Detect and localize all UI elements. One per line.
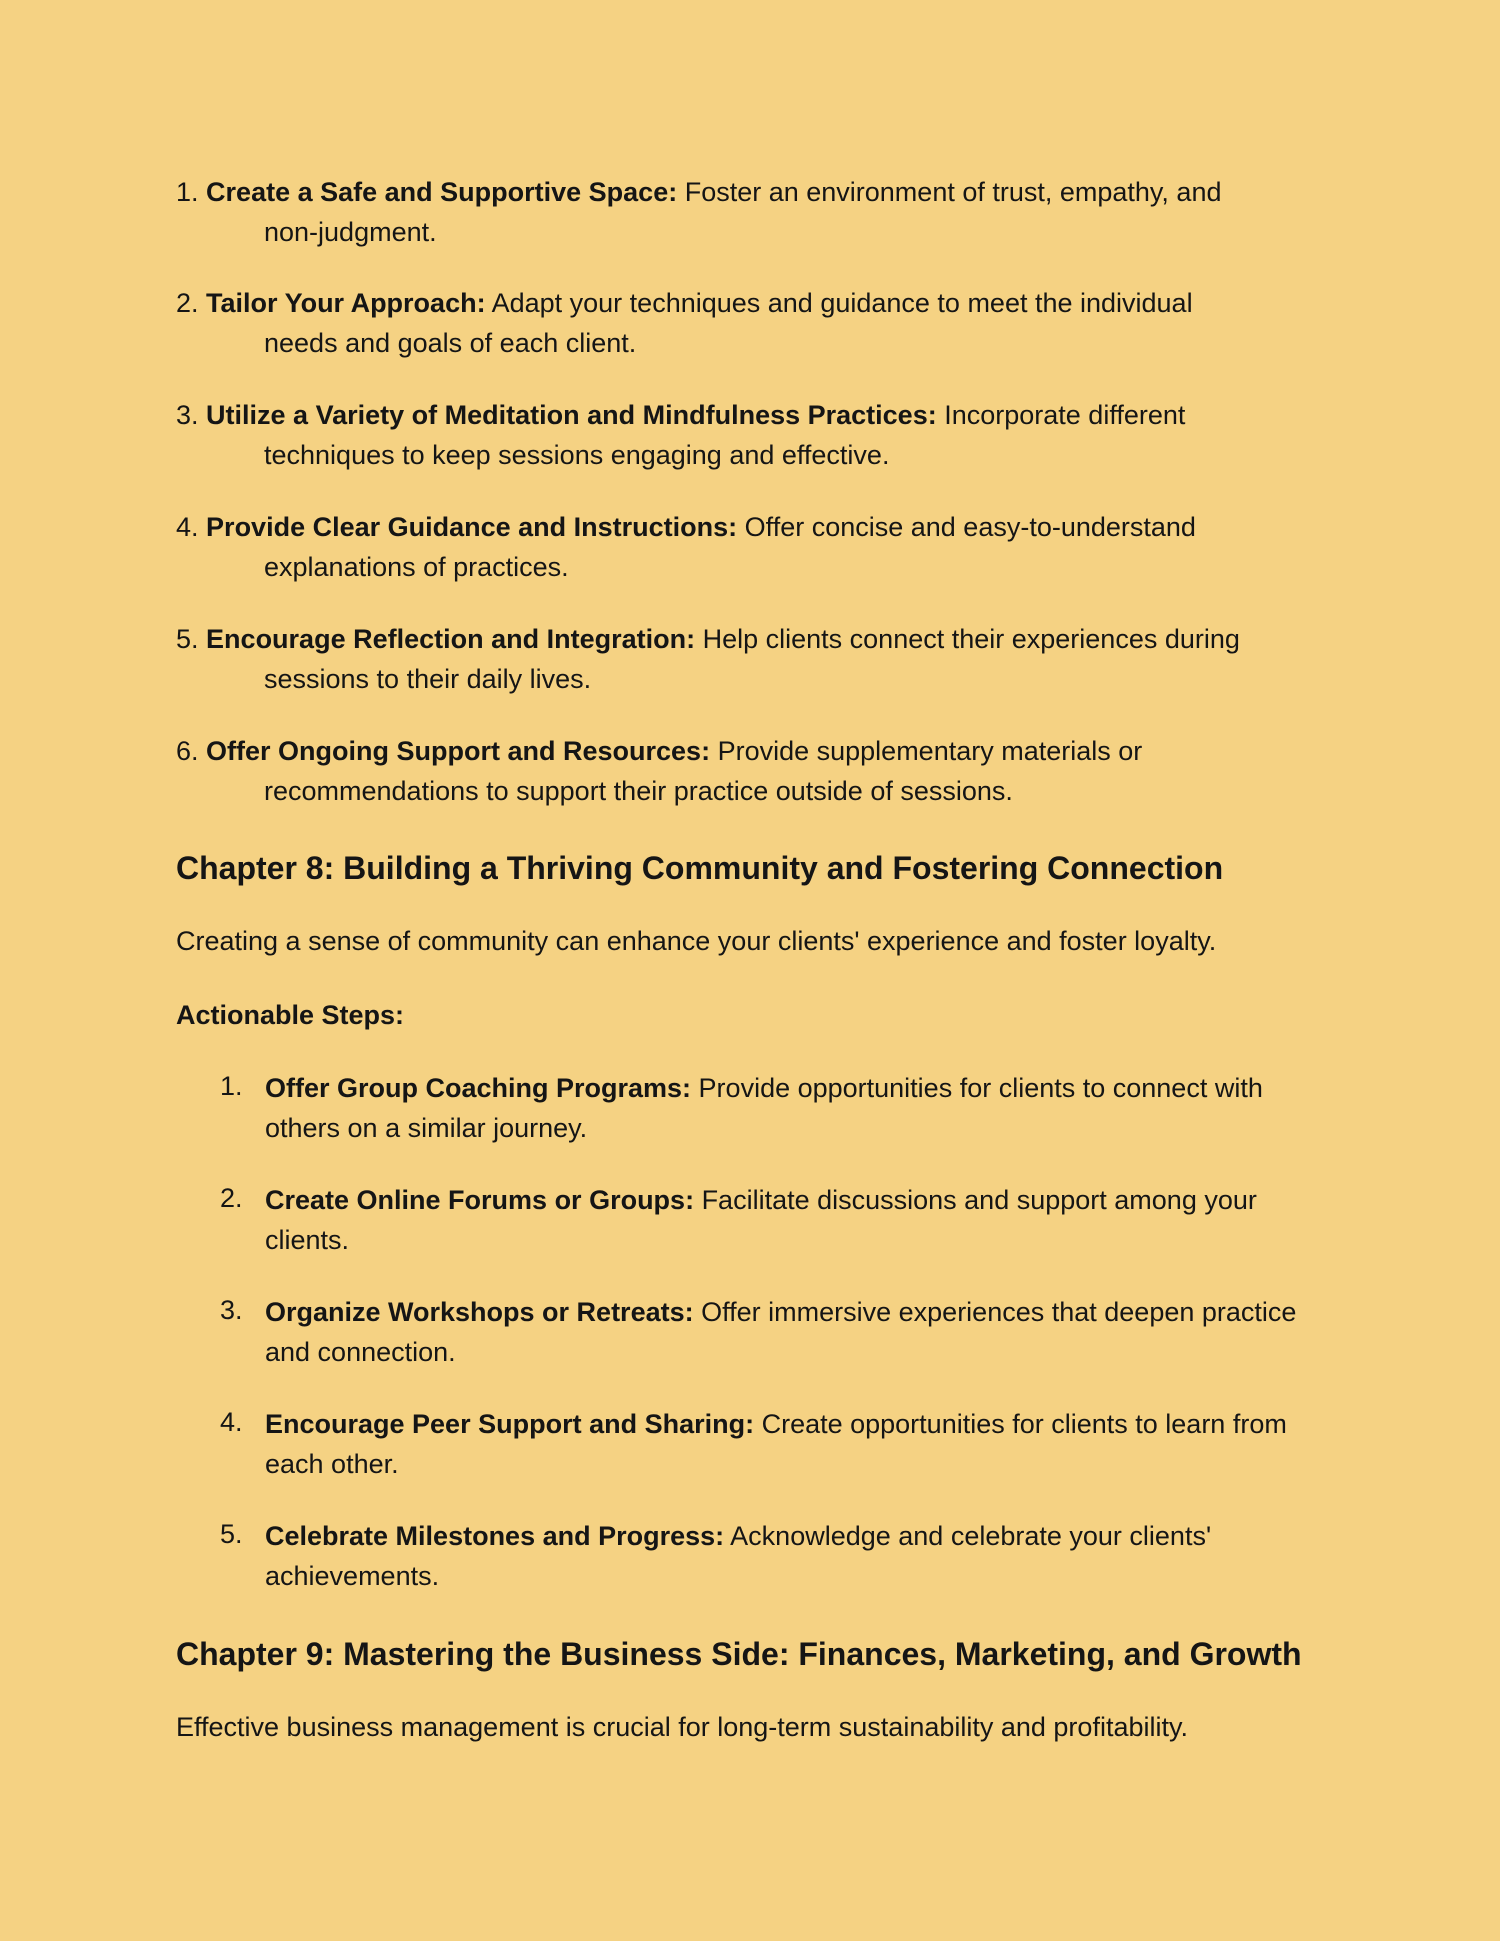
list-item-title: Celebrate Milestones and Progress: (265, 1521, 725, 1551)
list-item-text-continued: sessions to their daily lives. (264, 664, 592, 694)
list-item-title: Offer Ongoing Support and Resources: (206, 736, 711, 766)
list-item-text: Offer concise and easy-to-understand (737, 512, 1196, 542)
list-item-text-continued: explanations of practices. (264, 552, 569, 582)
list-item-text-continued: needs and goals of each client. (264, 328, 637, 358)
list-number: 1. (220, 1071, 243, 1101)
list-item (176, 731, 1306, 811)
list-item-text-continued: each other. (265, 1449, 399, 1479)
chapter-9-heading: Chapter 9: Mastering the Business Side: Finances, Marketing, and Growth (176, 1636, 1302, 1672)
list-number: 1. (176, 177, 199, 207)
chapter-8-intro: Creating a sense of community can enhance your clients' experience and foster loyalty. (176, 926, 1217, 956)
list-item-title: Tailor Your Approach: (206, 288, 486, 318)
list-item-text-continued: and connection. (265, 1337, 456, 1367)
list-item-text: Facilitate discussions and support among your (694, 1185, 1257, 1215)
list-item-title: Encourage Peer Support and Sharing: (265, 1409, 755, 1439)
list-number: 3. (176, 400, 199, 430)
list-number: 2. (176, 288, 199, 318)
list-item (176, 507, 1306, 587)
list-item-text-continued: recommendations to support their practice outside of sessions. (264, 776, 1013, 806)
list-number: 3. (220, 1295, 243, 1325)
chapter-9-intro: Effective business management is crucial for long-term sustainability and profitability. (176, 1712, 1188, 1742)
list-item-title: Organize Workshops or Retreats: (265, 1297, 694, 1327)
list-item-title: Create a Safe and Supportive Space: (206, 177, 678, 207)
list-item-text: Help clients connect their experiences during (695, 624, 1240, 654)
list-item-text: Create opportunities for clients to learn from (754, 1409, 1287, 1439)
list-item-title: Create Online Forums or Groups: (265, 1185, 695, 1215)
list-item-text: Foster an environment of trust, empathy, and (677, 177, 1222, 207)
list-item-text: Offer immersive experiences that deepen practice (693, 1297, 1297, 1327)
list-item-text: Provide supplementary materials or (710, 736, 1143, 766)
list-number: 5. (176, 624, 199, 654)
list-item (176, 395, 1306, 475)
list-item-text-continued: clients. (265, 1225, 350, 1255)
list-item-text-continued: others on a similar journey. (265, 1113, 588, 1143)
list-item-text: Acknowledge and celebrate your clients' (724, 1521, 1212, 1551)
list-item-title: Offer Group Coaching Programs: (265, 1073, 692, 1103)
list-item-text-continued: techniques to keep sessions engaging and effective. (264, 440, 890, 470)
list-number: 5. (220, 1519, 243, 1549)
list-item-text: Incorporate different (936, 400, 1186, 430)
list-item-text-continued: achievements. (265, 1561, 440, 1591)
list-number: 2. (220, 1183, 243, 1213)
list-item (176, 619, 1306, 699)
list-item-title: Utilize a Variety of Meditation and Mindfulness Practices: (206, 400, 937, 430)
chapter-8-heading: Chapter 8: Building a Thriving Community and Fostering Connection (176, 850, 1224, 886)
list-item-text: Adapt your techniques and guidance to meet the individual (485, 288, 1193, 318)
list-item (176, 283, 1306, 363)
list-number: 4. (220, 1407, 243, 1437)
list-number: 6. (176, 736, 199, 766)
list-number: 4. (176, 512, 199, 542)
list-item-text: Provide opportunities for clients to connect with (691, 1073, 1263, 1103)
list-item-title: Encourage Reflection and Integration: (206, 624, 696, 654)
actionable-steps-label: Actionable Steps: (176, 1000, 405, 1030)
list-item (176, 172, 1306, 252)
list-item-title: Provide Clear Guidance and Instructions: (206, 512, 738, 542)
list-item-text-continued: non-judgment. (264, 217, 437, 247)
